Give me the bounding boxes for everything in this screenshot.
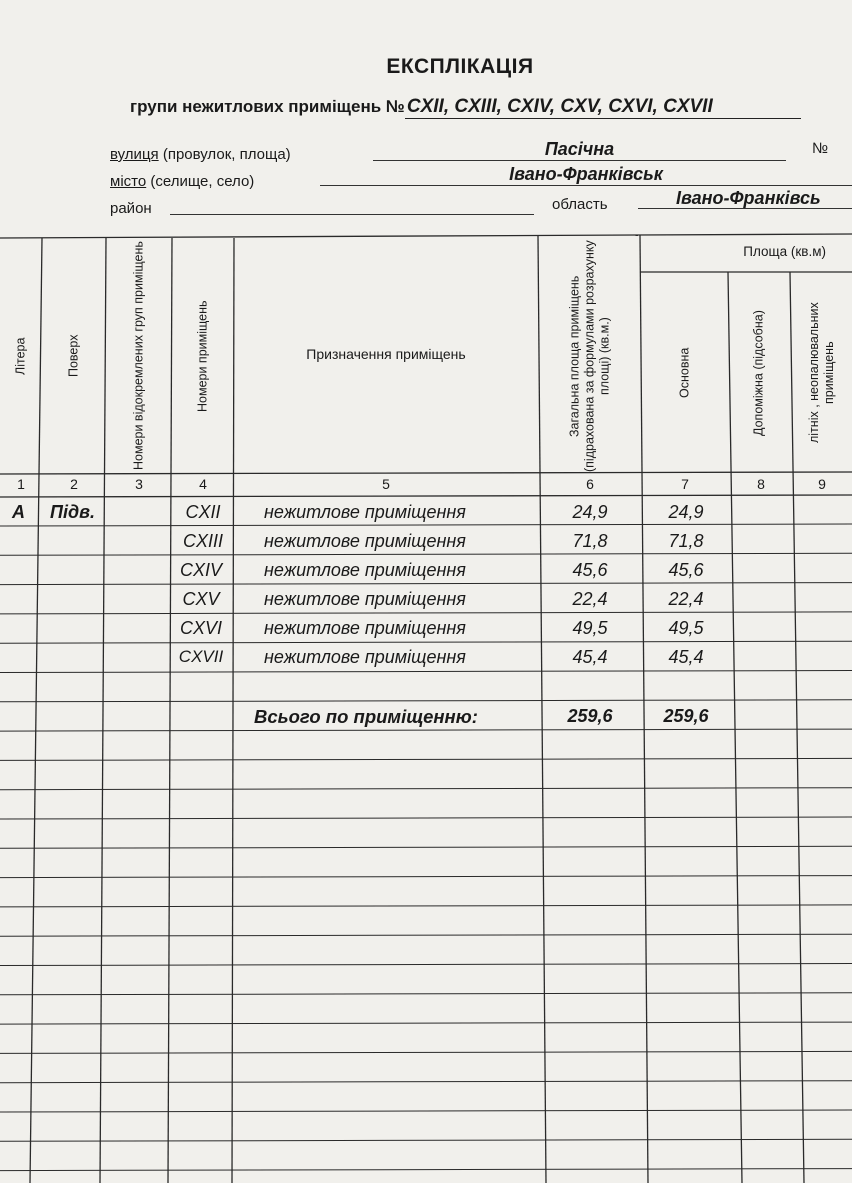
header-group-numbers: Номери відокремлених груп приміщень [131, 241, 146, 471]
cell-total: 49,5 [572, 618, 608, 638]
cell-room: CXVI [179, 618, 222, 638]
row-rule [0, 905, 852, 907]
cell-room: CXIV [179, 560, 222, 580]
header-auxiliary: Допоміжна (підсобна) [751, 310, 766, 436]
header-area-group: Площа (кв.м) [743, 244, 826, 259]
cell-room: CXV [182, 589, 220, 609]
row-rule [0, 1022, 852, 1024]
col-number: 2 [70, 476, 78, 492]
cell-main: 49,5 [668, 618, 704, 638]
col-number: 6 [586, 476, 594, 492]
col-number: 7 [681, 476, 689, 492]
district-value [170, 192, 534, 215]
header-total-area: Загальна площа приміщень (підрахована за формулами розрахунку площі) (кв.м.) [567, 240, 612, 472]
cell-purpose: нежитлове приміщення [264, 502, 466, 522]
cell-purpose: нежитлове приміщення [264, 589, 466, 609]
col-number: 9 [818, 476, 826, 492]
city-label-rest: (селище, село) [146, 173, 255, 190]
row-rule [0, 1081, 852, 1083]
row-rule [0, 612, 852, 614]
district-label: район [110, 200, 152, 217]
total-main-value: 259,6 [663, 706, 709, 726]
cell-total: 71,8 [572, 531, 608, 551]
cell-main: 24,9 [668, 502, 704, 522]
row-rule [0, 641, 852, 643]
document-subtitle [130, 96, 801, 119]
header-litera: Літера [13, 337, 28, 375]
row-rule [0, 758, 852, 760]
header-summer: літніх , неопалювальних приміщень [807, 302, 836, 444]
total-area-value: 259,6 [567, 706, 613, 726]
col-number: 4 [199, 476, 207, 492]
total-label: Всього по приміщенню: [254, 706, 478, 727]
cell-purpose: нежитлове приміщення [264, 618, 466, 638]
city-label [110, 173, 254, 190]
cell-purpose: нежитлове приміщення [264, 560, 466, 580]
header-floor: Поверх [66, 334, 81, 378]
row-rule [0, 1110, 852, 1112]
region-value: Івано-Франківсь [638, 187, 852, 209]
street-value: Пасічна [373, 138, 786, 161]
row-rule [0, 934, 852, 936]
cell-total: 45,6 [572, 560, 608, 580]
header-main: Основна [677, 347, 692, 399]
cell-main: 22,4 [668, 589, 704, 609]
col-number: 8 [757, 476, 765, 492]
street-label-rest: (провулок, площа) [158, 146, 291, 163]
cell-purpose: нежитлове приміщення [264, 531, 466, 551]
cell-floor: Підв. [50, 502, 95, 522]
row-rule [0, 964, 852, 966]
number-label: № [812, 140, 829, 157]
row-rule [0, 1139, 852, 1141]
cell-total: 24,9 [572, 502, 608, 522]
cell-main: 71,8 [668, 531, 704, 551]
col-number: 5 [382, 476, 390, 492]
street-label-underlined: вулиця [110, 146, 159, 163]
row-rule [0, 993, 852, 995]
row-rule [0, 729, 852, 731]
subtitle-prefix: групи нежитлових приміщень № [130, 97, 405, 116]
col-number: 1 [17, 476, 25, 492]
cell-litera: А [12, 502, 25, 522]
row-rule [0, 524, 852, 526]
cell-total: 22,4 [572, 589, 608, 609]
cell-room: CXIII [182, 531, 223, 551]
row-rule [0, 583, 852, 585]
city-label-underlined: місто [110, 173, 147, 190]
cell-total: 45,4 [572, 647, 608, 667]
row-rule [0, 817, 852, 819]
row-rule [0, 671, 852, 673]
row-rule [0, 876, 852, 878]
header-room-numbers: Номери приміщень [195, 300, 210, 412]
header-purpose: Призначення приміщень [306, 346, 466, 362]
region-label: область [552, 196, 608, 213]
row-rule [0, 1169, 852, 1171]
row-rule [0, 553, 852, 555]
city-value: Івано-Франківськ [320, 163, 852, 186]
cell-purpose: нежитлове приміщення [264, 647, 466, 667]
cell-main: 45,4 [668, 647, 704, 667]
street-label [110, 146, 291, 163]
row-rule [0, 700, 852, 702]
document-title: ЕКСПЛІКАЦІЯ [386, 55, 534, 78]
row-rule [0, 1051, 852, 1053]
group-numbers: CXII, CXIII, CXIV, CXV, CXVI, CXVII [405, 96, 801, 119]
cell-main: 45,6 [668, 560, 704, 580]
cell-room: CXVII [178, 647, 224, 666]
row-rule [0, 846, 852, 848]
cell-room: CXII [185, 502, 221, 522]
col-number: 3 [135, 476, 143, 492]
row-rule [0, 788, 852, 790]
